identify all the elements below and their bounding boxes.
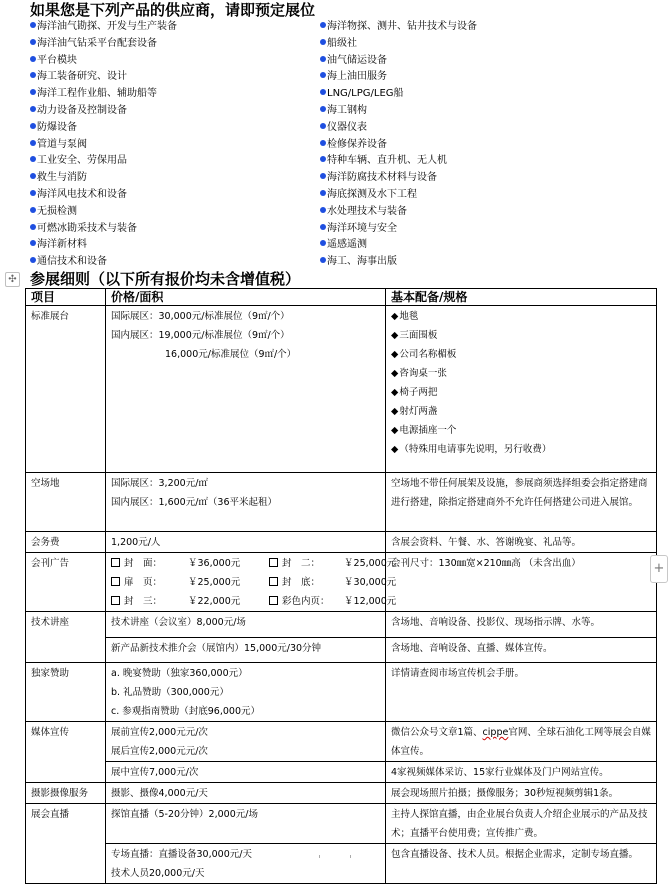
category-item [30, 237, 177, 254]
category-label: 海洋油气勘探、开发与生产装备 [37, 21, 177, 32]
bullet-dot-icon [30, 123, 36, 129]
diamond-bullet-icon: ◆ [391, 387, 399, 398]
bullet-dot-icon [320, 257, 326, 263]
bullet-dot-icon [320, 123, 326, 129]
ad-name: 彩色内页： [282, 596, 330, 607]
category-label: 可燃冰勘采技术与装备 [37, 222, 137, 234]
bullet-dot-icon [30, 257, 36, 263]
media-note-text: 官网、全球石油化工网等展会自媒体宣传。 [391, 727, 651, 757]
item-label: 媒体宣传 [31, 727, 70, 738]
category-item [30, 170, 177, 187]
bullet-dot-icon [30, 224, 36, 230]
bullet-dot-icon [30, 72, 36, 78]
category-label: 检修保养设备 [327, 138, 387, 150]
supplier-section-title: 如果您是下列产品的供应商，请即预定展位 [30, 1, 316, 19]
category-label: 船级社 [327, 37, 357, 49]
equipment-item [391, 326, 651, 345]
equipment-label: 公司名称楣板 [399, 349, 457, 360]
category-label: 救生与消防 [37, 172, 87, 184]
item-label: 技术讲座 [31, 617, 70, 628]
cell-price [106, 638, 386, 663]
category-list-right [320, 19, 477, 271]
price-line: 展前宣传2,000元元/次 [111, 727, 208, 738]
equipment-item [391, 421, 651, 440]
equipment-item [391, 383, 651, 402]
ad-option-row [111, 573, 397, 592]
cell-item [26, 306, 106, 473]
equipment-label: 地毯 [399, 311, 419, 322]
category-label: 海洋工程作业船、辅助船等 [37, 88, 157, 100]
sponsorship-note: 详情请查阅市场宣传机会手册。 [391, 668, 525, 679]
diamond-bullet-icon: ◆ [391, 349, 399, 360]
table-row-standard-booth [26, 306, 657, 473]
conference-fee-note: 含展会资料、午餐、水、答谢晚宴、礼品等。 [391, 537, 582, 548]
bullet-dot-icon [30, 190, 36, 196]
diamond-bullet-icon: ◆ [391, 444, 399, 455]
media-note: 4家视频媒体采访、15家行业媒体及门户网站宣传。 [391, 767, 609, 778]
price-line: 摄影、摄像4,000元/天 [111, 788, 208, 799]
cell-price [106, 306, 386, 473]
ad-name: 封 面： [124, 558, 163, 569]
header-price: 价格/面积 [106, 289, 386, 306]
category-label: 海工钢构 [327, 104, 367, 116]
spellcheck-word: cippe [482, 727, 509, 738]
photo-note: 展会现场照片拍摄；摄像服务；30秒短视频剪辑1条。 [391, 788, 619, 799]
price-line: 展后宣传2,000元元/次 [111, 746, 208, 757]
category-label: 特种车辆、直升机、无人机 [327, 155, 447, 167]
bullet-dot-icon [30, 173, 36, 179]
sponsorship-option: c. 参观指南赞助（封底96,000元） [111, 706, 261, 717]
cell-equipment [386, 553, 657, 612]
category-label: 海工、海事出版 [327, 256, 397, 268]
bullet-dot-icon [30, 106, 36, 112]
category-item [30, 221, 177, 238]
item-label: 会务费 [31, 537, 60, 548]
seminar-note: 含场地、音响设备、投影仪、现场指示牌、水等。 [391, 617, 601, 628]
category-item [30, 120, 177, 137]
table-move-handle-icon[interactable]: ✣ [5, 272, 20, 287]
price-line: 1,200元/人 [111, 537, 161, 548]
cell-item [26, 663, 106, 722]
equipment-label: 咨询桌一张 [399, 368, 447, 379]
category-item [320, 69, 477, 86]
checkbox-icon[interactable] [269, 558, 278, 567]
category-item [320, 36, 477, 53]
cell-price [106, 804, 386, 844]
category-label: 平台模块 [37, 54, 77, 66]
item-label: 会刊广告 [31, 558, 70, 569]
item-label: 空场地 [31, 478, 60, 489]
category-item [30, 103, 177, 120]
price-line: 国际展区：30,000元/标准展位（9㎡/个） [111, 311, 290, 322]
category-item [30, 36, 177, 53]
cell-equipment [386, 306, 657, 473]
bullet-dot-icon [30, 156, 36, 162]
table-row-catalog-ads [26, 553, 657, 612]
table-row-photo-video [26, 783, 657, 804]
ad-price: ￥22,000元 [188, 596, 241, 607]
media-note [391, 723, 651, 761]
seminar-note: 含场地、音响设备、直播、媒体宣传。 [391, 643, 553, 654]
bullet-dot-icon [320, 240, 326, 246]
category-item [320, 19, 477, 36]
category-label: 通信技术和设备 [37, 256, 107, 268]
equipment-item [391, 402, 651, 421]
cell-price [106, 612, 386, 638]
ad-option-row [111, 554, 397, 573]
bullet-dot-icon [320, 22, 326, 28]
equipment-label: 椅子两把 [399, 387, 438, 398]
category-label: 油气储运设备 [327, 54, 387, 66]
cell-equipment [386, 844, 657, 884]
add-column-button[interactable]: + [650, 555, 668, 583]
bullet-dot-icon [320, 173, 326, 179]
checkbox-icon[interactable] [269, 577, 278, 586]
sponsorship-option: a. 晚宴赞助（独家360,000元） [111, 668, 248, 679]
cell-item [26, 553, 106, 612]
ad-price: ￥36,000元 [188, 558, 241, 569]
table-row-live-stream-2 [26, 844, 657, 884]
table-row-media-promotion [26, 722, 657, 762]
cell-equipment [386, 783, 657, 804]
bullet-dot-icon [320, 156, 326, 162]
cell-item [26, 722, 106, 783]
sponsorship-option: b. 礼品赞助（300,000元） [111, 687, 229, 698]
category-item [320, 170, 477, 187]
cell-item [26, 612, 106, 663]
category-label: 动力设备及控制设备 [37, 104, 127, 116]
category-item [30, 19, 177, 36]
bullet-dot-icon [30, 140, 36, 146]
item-label: 独家赞助 [31, 668, 70, 679]
category-label: 海洋油气钻采平台配套设备 [37, 37, 157, 49]
table-row-raw-space [26, 473, 657, 532]
diamond-bullet-icon: ◆ [391, 330, 399, 341]
cell-equipment [386, 638, 657, 663]
price-line: 16,000元/标准展位（9㎡/个） [165, 349, 297, 360]
equipment-item [391, 345, 651, 364]
cell-item [26, 783, 106, 804]
catalog-size-note: 会刊尺寸：130㎜宽×210㎜高 （未含出血） [391, 558, 581, 569]
diamond-bullet-icon: ◆ [391, 425, 399, 436]
cell-equipment [386, 804, 657, 844]
ad-price: ￥12,000元 [344, 596, 397, 607]
checkbox-icon[interactable] [111, 558, 120, 567]
category-label: 工业安全、劳保用品 [37, 155, 127, 167]
table-header-row [26, 289, 657, 306]
diamond-bullet-icon: ◆ [391, 368, 399, 379]
ad-price: ￥30,000元 [344, 577, 397, 588]
livestream-note: 主持人探馆直播，由企业展台负责人介绍企业展示的产品及技术；直播平台使用费；宣传推广费。 [391, 809, 648, 839]
category-label: 仪器仪表 [327, 121, 367, 133]
price-line: 国内展区：19,000元/标准展位（9㎡/个） [111, 330, 290, 341]
category-item [320, 187, 477, 204]
cell-item [26, 804, 106, 884]
diamond-bullet-icon: ◆ [391, 311, 399, 322]
category-item [320, 53, 477, 70]
bullet-dot-icon [320, 224, 326, 230]
ad-name: 扉 页： [124, 577, 163, 588]
table-row-live-stream [26, 804, 657, 844]
category-item [30, 204, 177, 221]
price-line: 探馆直播（5-20分钟）2,000元/场 [111, 809, 258, 820]
category-label: 水处理技术与装备 [327, 205, 407, 217]
category-item [320, 254, 477, 271]
bullet-dot-icon [320, 72, 326, 78]
price-line: 技术人员20,000元/天 [111, 868, 205, 879]
ad-price: ￥25,000元 [188, 577, 241, 588]
bullet-dot-icon [30, 240, 36, 246]
ad-price: ￥25,000元 [344, 558, 397, 569]
raw-space-note: 空场地不带任何展架及设施，参展商须选择组委会指定搭建商进行搭建，除指定搭建商外不允许任何搭建公司进入展馆。 [391, 478, 648, 508]
bullet-dot-icon [320, 140, 326, 146]
category-item [320, 103, 477, 120]
ad-name: 封 三： [124, 596, 163, 607]
header-item: 项目 [26, 289, 106, 306]
bullet-dot-icon [320, 106, 326, 112]
bullet-dot-icon [320, 39, 326, 45]
cell-price [106, 762, 386, 783]
table-row-media-promotion-2 [26, 762, 657, 783]
ad-name: 封 二： [282, 558, 321, 569]
cell-price [106, 783, 386, 804]
cell-equipment [386, 532, 657, 553]
cell-price [106, 532, 386, 553]
cell-equipment [386, 663, 657, 722]
equipment-item [391, 307, 651, 326]
price-line: 国际展区：3,200元/㎡ [111, 478, 208, 489]
table-row-exclusive-sponsorship [26, 663, 657, 722]
cell-price [106, 844, 386, 884]
bullet-dot-icon [30, 56, 36, 62]
price-line: 新产品新技术推介会（展馆内）15,000元/30分钟 [111, 643, 322, 654]
category-item [320, 221, 477, 238]
category-label: 海洋风电技术和设备 [37, 188, 127, 200]
cell-equipment [386, 473, 657, 532]
cell-item [26, 532, 106, 553]
cell-equipment [386, 762, 657, 783]
category-item [320, 86, 477, 103]
equipment-label: 三面围板 [399, 330, 438, 341]
bullet-dot-icon [320, 190, 326, 196]
price-line: 国内展区：1,600元/㎡（36平米起租） [111, 497, 277, 508]
price-line: 专场直播：直播设备30,000元/天 [111, 849, 252, 860]
cell-price [106, 553, 397, 612]
bullet-dot-icon [30, 89, 36, 95]
bullet-dot-icon [30, 39, 36, 45]
category-item [320, 153, 477, 170]
category-label: 海上油田服务 [327, 71, 387, 83]
category-item [320, 120, 477, 137]
ad-option-row [111, 592, 397, 611]
equipment-label: 射灯两盏 [399, 406, 438, 417]
bullet-dot-icon [320, 207, 326, 213]
item-label: 展会直播 [31, 809, 70, 820]
equipment-item [391, 440, 651, 459]
ad-name: 封 底： [282, 577, 321, 588]
category-item [30, 53, 177, 70]
header-equipment: 基本配备/规格 [386, 289, 657, 306]
equipment-item [391, 364, 651, 383]
category-item [30, 137, 177, 154]
bullet-dot-icon [320, 89, 326, 95]
item-label: 标准展台 [31, 311, 70, 322]
table-row-conference-fee [26, 532, 657, 553]
category-label: 海洋防腐技术材料与设备 [327, 172, 437, 184]
category-label: 海底探测及水下工程 [327, 188, 417, 200]
category-label: 防爆设备 [37, 121, 77, 133]
category-label: 海洋新材料 [37, 239, 87, 251]
cell-price [106, 473, 386, 532]
checkbox-icon[interactable] [269, 596, 278, 605]
category-label: LNG/LPG/LEG船 [327, 88, 404, 100]
price-line: 技术讲座（会议室）8,000元/场 [111, 617, 246, 628]
cell-item [26, 473, 106, 532]
category-item [30, 69, 177, 86]
category-item [320, 137, 477, 154]
category-label: 海洋环境与安全 [327, 222, 397, 234]
category-label: 管道与泵阀 [37, 138, 87, 150]
price-line: 展中宣传7,000元/次 [111, 767, 199, 778]
category-item [320, 237, 477, 254]
cell-equipment [386, 722, 657, 762]
category-label: 海洋物探、测井、钻井技术与设备 [327, 21, 477, 32]
table-row-tech-seminar-2 [26, 638, 657, 663]
item-label: 摄影摄像服务 [31, 788, 89, 799]
category-item [320, 204, 477, 221]
bullet-dot-icon [30, 22, 36, 28]
livestream-note: 包含直播设备、技术人员。根据企业需求，定制专场直播。 [391, 849, 639, 860]
equipment-label: 电源插座一个 [399, 425, 457, 436]
category-item [30, 187, 177, 204]
checkbox-icon[interactable] [111, 577, 120, 586]
category-list-left [30, 19, 177, 271]
checkbox-icon[interactable] [111, 596, 120, 605]
cell-equipment [386, 612, 657, 638]
media-note-text: 微信公众号文章1篇、 [391, 727, 483, 738]
equipment-label: （特殊用电请事先说明，另行收费） [399, 444, 552, 455]
category-label: 海工装备研究、设计 [37, 71, 127, 83]
table-row-tech-seminar [26, 612, 657, 638]
bullet-dot-icon [320, 56, 326, 62]
category-item [30, 153, 177, 170]
cell-price [106, 663, 386, 722]
bullet-dot-icon [30, 207, 36, 213]
category-item [30, 86, 177, 103]
category-label: 无损检测 [37, 205, 77, 217]
category-label: 遥感遥测 [327, 239, 367, 251]
diamond-bullet-icon: ◆ [391, 406, 399, 417]
details-section-title: 参展细则（以下所有报价均未含增值税） [30, 270, 301, 288]
exhibition-details-table [25, 288, 657, 884]
cell-price [106, 722, 386, 762]
